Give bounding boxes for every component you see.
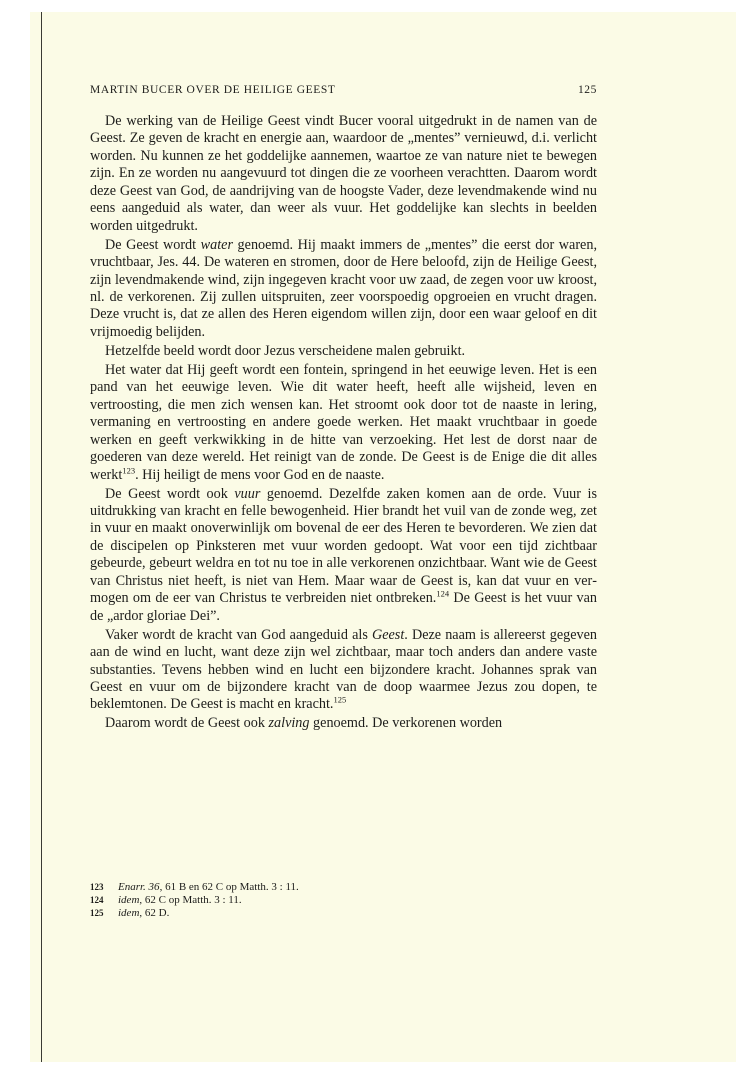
footnote <box>90 881 597 894</box>
running-header <box>90 84 597 96</box>
italic-text: water <box>200 236 233 253</box>
italic-text: Geest <box>371 626 405 643</box>
footnotes <box>90 881 597 920</box>
footnote <box>90 907 597 920</box>
paragraph <box>90 237 597 342</box>
text-run: genoemd. Hij maakt immers de „mentes” die eerst dor waren, vruchtbaar, Jes. 44. De wateren en stromen, door de Here beloofd, zijn de Heilige Geest, zijn levendmakende wind, zijn ingegeven kracht voor uw zaad, de zegen voor uw kroost, nl. de verkorenen. Zij zullen uitspruiten, zeer voorspoedig opgroeien en vrucht dragen. Deze vrucht is, dat ze allen des Heren eigendom willen zijn, door een waar geloof en dit vrijmoedig belijden. <box>90 236 597 340</box>
running-title: MARTIN BUCER OVER DE HEILIGE GEEST <box>90 84 336 96</box>
text-run: Vaker wordt de kracht van God aangeduid als <box>105 626 372 643</box>
text-run: genoemd. Dezelfde zaken komen aan de orde. Vuur is uitdrukking van kracht en felle bewogenheid. Hier brandt het vuil van de zonde weg, zet in vuur en maakt onoverwinlijk om bovenal de eer des Heren te bevorderen. We zien dat de discipelen op Pinksteren met vuur worden gedoopt. Wat voor een tijd zichtbaar gebeurde, gebeurt weldra en tot nu toe in alle verkorenen onzichtbaar. Want wie de Geest van Christus niet heeft, is niet van Hem. Maar waar de Geest is, kan dat vuur en vermogen om de eer van Christus te verbreiden niet ontbreken. <box>90 485 597 607</box>
text-run: De Geest wordt <box>105 236 201 253</box>
text-run: , 62 D. <box>139 907 170 919</box>
paragraph <box>90 113 597 235</box>
text-run: De werking van de Heilige Geest vindt Bucer vooral uitgedrukt in de namen van de Geest. Ze geven de kracht en energie aan, waardoor de „mentes” vernieuwd, d.i. verlicht worden. Nu kunnen ze het goddelijke aannemen, waartoe ze van nature niet te bewegen zijn. En ze worden nu aangevuurd tot dingen die ze voorheen verachtten. Daarom wordt deze Geest van God, de aandrijving van de hoogste Vader, deze levendmakende wind nu eens aangeduid als water, dan weer als vuur. Het goddelijke kan slechts in beelden worden uitgedrukt. <box>90 113 597 234</box>
italic-text: idem <box>118 894 140 906</box>
text-run: De Geest wordt ook <box>105 485 235 502</box>
footnote-ref: 124 <box>436 588 450 599</box>
footnote-text <box>118 894 242 907</box>
footnote-number: 123 <box>90 882 104 892</box>
italic-text: Enarr. 36 <box>118 881 160 893</box>
italic-text: zalving <box>268 715 310 732</box>
text-run: . Deze naam is allereerst gegeven aan de wind en lucht, want deze zijn wel zichtbaar, maar toch anders dan andere vaste substanties. Tevens hebben wind en lucht een bijzondere kracht. Johannes sprak van Geest en vuur om de bijzondere kracht van de doop waarmee Jezus zou dopen, te beklemtonen. De Geest is macht en kracht. <box>90 626 597 713</box>
footnote-ref: 125 <box>333 694 347 705</box>
page-number: 125 <box>577 84 597 96</box>
footnote-number: 125 <box>90 908 104 918</box>
text-run: genoemd. De verkorenen worden <box>309 715 503 732</box>
paragraph <box>90 715 597 732</box>
text-run: Hetzelfde beeld wordt door Jezus verscheidene malen gebruikt. <box>105 342 466 359</box>
binding-edge-line <box>41 12 42 1062</box>
text-run: De Geest is het vuur van de „ardor gloriae Dei”. <box>90 590 597 624</box>
italic-text: idem <box>118 907 140 919</box>
paragraph <box>90 343 597 360</box>
footnote-ref: 123 <box>122 464 136 475</box>
text-run: , 62 C op Matth. 3 : 11. <box>139 894 242 906</box>
text-run: , 61 B en 62 C op Matth. 3 : 11. <box>159 881 299 893</box>
paragraph <box>90 486 597 626</box>
text-run: Het water dat Hij geeft wordt een fontein, springend in het eeuwige leven. Het is een pand van het eeuwige leven. Wie dit water heeft, heeft alle wijsheid, leven en vertroosting, die men zich wensen kan. Het stroomt ook door tot de naaste in lering, vermaning en vertroosting en andere goede werken. Het maakt vruchtbaar in goede werken en geeft verkwikking in de hitte van verzoeking. Het lest de dorst naar de goederen van deze wereld. Het reinigt van de zonde. De Geest is de Enige die dit alles werkt <box>90 361 597 483</box>
footnote-number: 124 <box>90 895 104 905</box>
text-run: Daarom wordt de Geest ook <box>105 715 269 732</box>
footnote-text <box>118 907 169 920</box>
footnote <box>90 894 597 907</box>
paragraph <box>90 627 597 714</box>
italic-text: vuur <box>234 485 261 502</box>
footnote-text <box>118 881 299 894</box>
paragraph <box>90 362 597 484</box>
text-run: . Hij heiligt de mens voor God en de naaste. <box>135 466 385 483</box>
body-text <box>90 113 597 733</box>
